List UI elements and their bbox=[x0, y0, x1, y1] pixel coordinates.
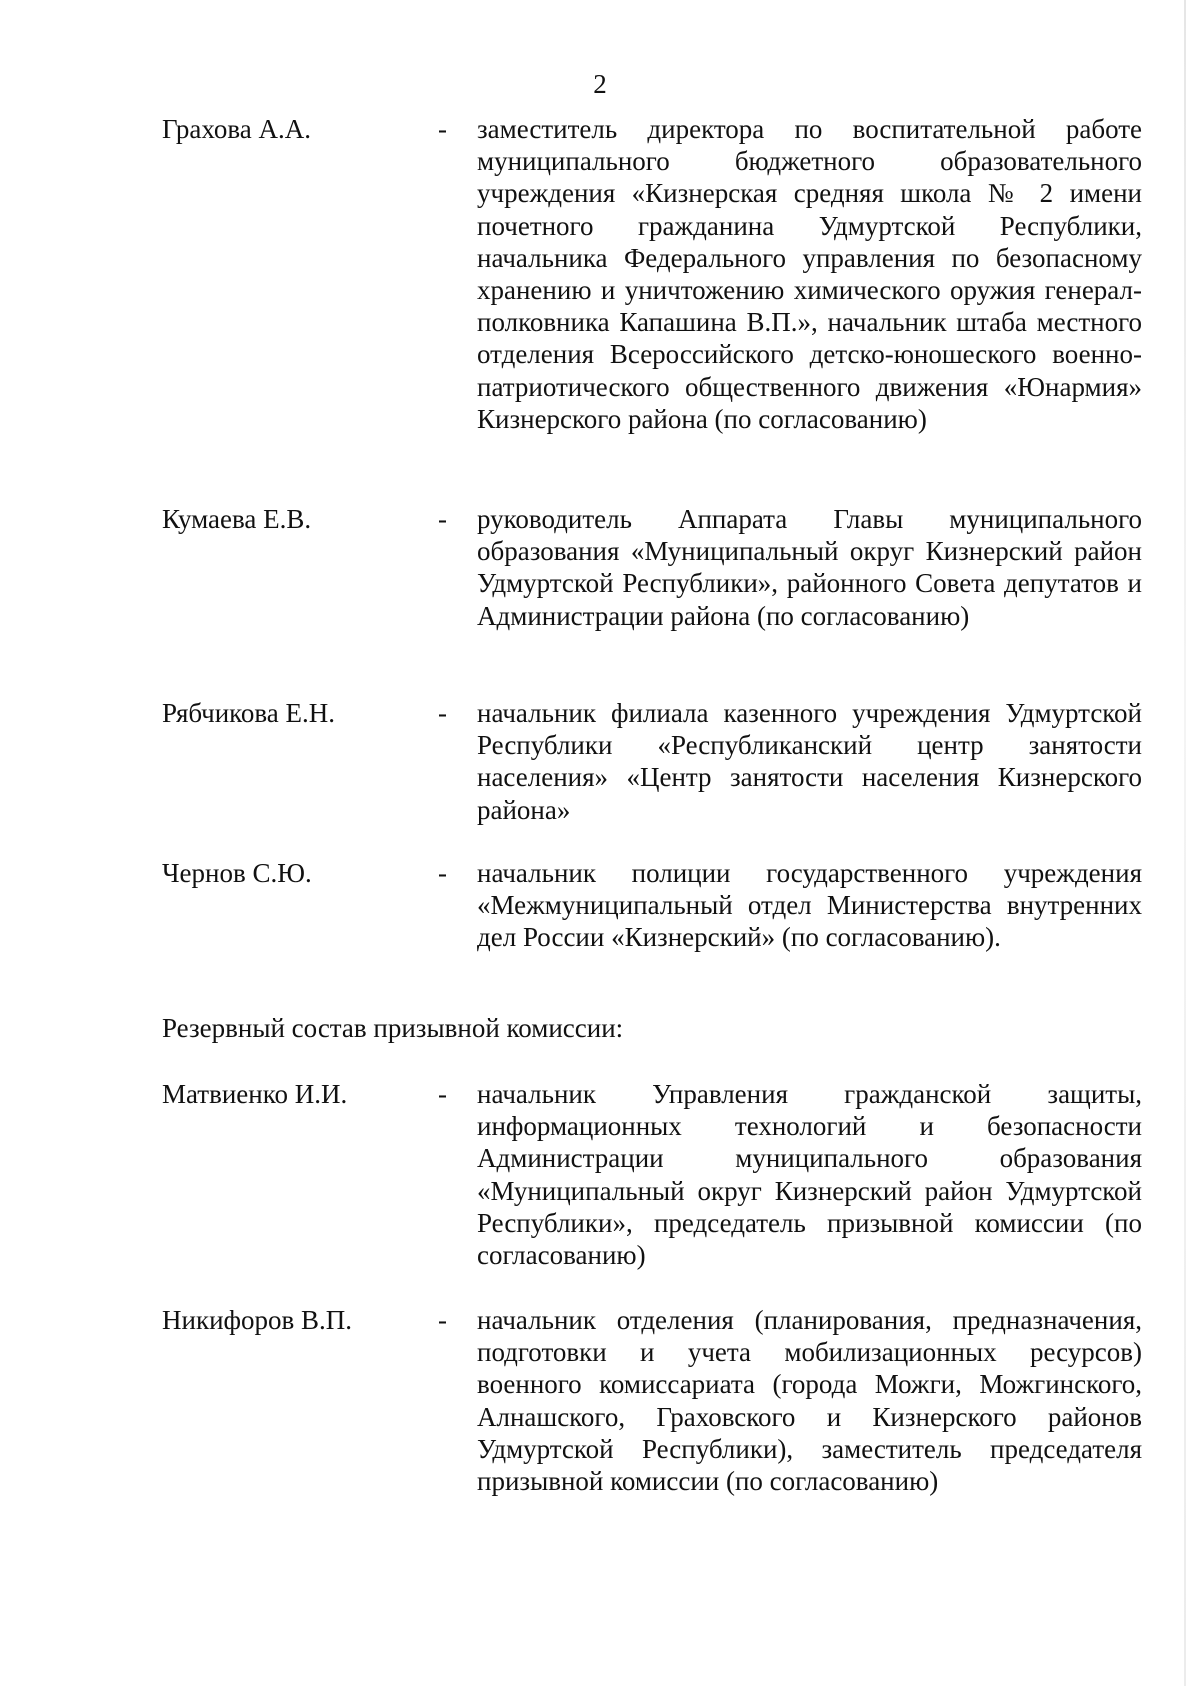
page-number: 2 bbox=[593, 69, 607, 99]
member-dash: - bbox=[438, 504, 447, 534]
member-position: начальник филиала казенного учреждения Удмуртской Республики «Республиканский центр занятости населения» «Центр занятости населения Кизнерского района» bbox=[477, 698, 1142, 825]
reserve-heading: Резервный состав призывной комиссии: bbox=[162, 1013, 624, 1043]
member-dash: - bbox=[438, 114, 447, 144]
member-position: начальник отделения (планирования, предназначения, подготовки и учета мобилизационных ресурсов) военного комиссариата (города Можги, Можгинского, Алнашского, Граховского и Кизнерского районов Удмуртской Республики), заместитель председателя призывной комиссии (по согласованию) bbox=[477, 1305, 1142, 1497]
member-dash: - bbox=[438, 698, 447, 728]
member-position: руководитель Аппарата Главы муниципального образования «Муниципальный округ Кизнерский район Удмуртской Республики», районного Совета депутатов и Администрации района (по согласованию) bbox=[477, 504, 1142, 631]
member-dash: - bbox=[438, 1079, 447, 1109]
member-position: начальник Управления гражданской защиты, информационных технологий и безопасности Администрации муниципального образования «Муниципальный округ Кизнерский район Удмуртской Республики», председатель призывной комиссии (по согласованию) bbox=[477, 1079, 1142, 1271]
member-name: Грахова А.А. bbox=[162, 114, 311, 144]
member-position: начальник полиции государственного учреждения «Межмуниципальный отдел Министерства внутренних дел России «Кизнерский» (по согласованию). bbox=[477, 858, 1142, 953]
member-dash: - bbox=[438, 1305, 447, 1335]
member-name: Никифоров В.П. bbox=[162, 1305, 353, 1335]
member-dash: - bbox=[438, 858, 447, 888]
member-position: заместитель директора по воспитательной работе муниципального бюджетного образовательного учреждения «Кизнерская средняя школа № 2 имени почетного гражданина Удмуртской Республики, начальника Федерального управления по безопасному хранению и уничтожению химического оружия генерал-полковника Капашина В.П.», начальник штаба местного отделения Всероссийского детско-юношеского военно-патриотического общественного движения «Юнармия» Кизнерского района (по согласованию) bbox=[477, 114, 1142, 434]
member-name: Чернов С.Ю. bbox=[162, 858, 312, 888]
member-name: Рябчикова Е.Н. bbox=[162, 698, 336, 728]
member-name: Матвиенко И.И. bbox=[162, 1079, 348, 1109]
scan-edge-line bbox=[1184, 0, 1186, 1686]
member-name: Кумаева Е.В. bbox=[162, 504, 312, 534]
